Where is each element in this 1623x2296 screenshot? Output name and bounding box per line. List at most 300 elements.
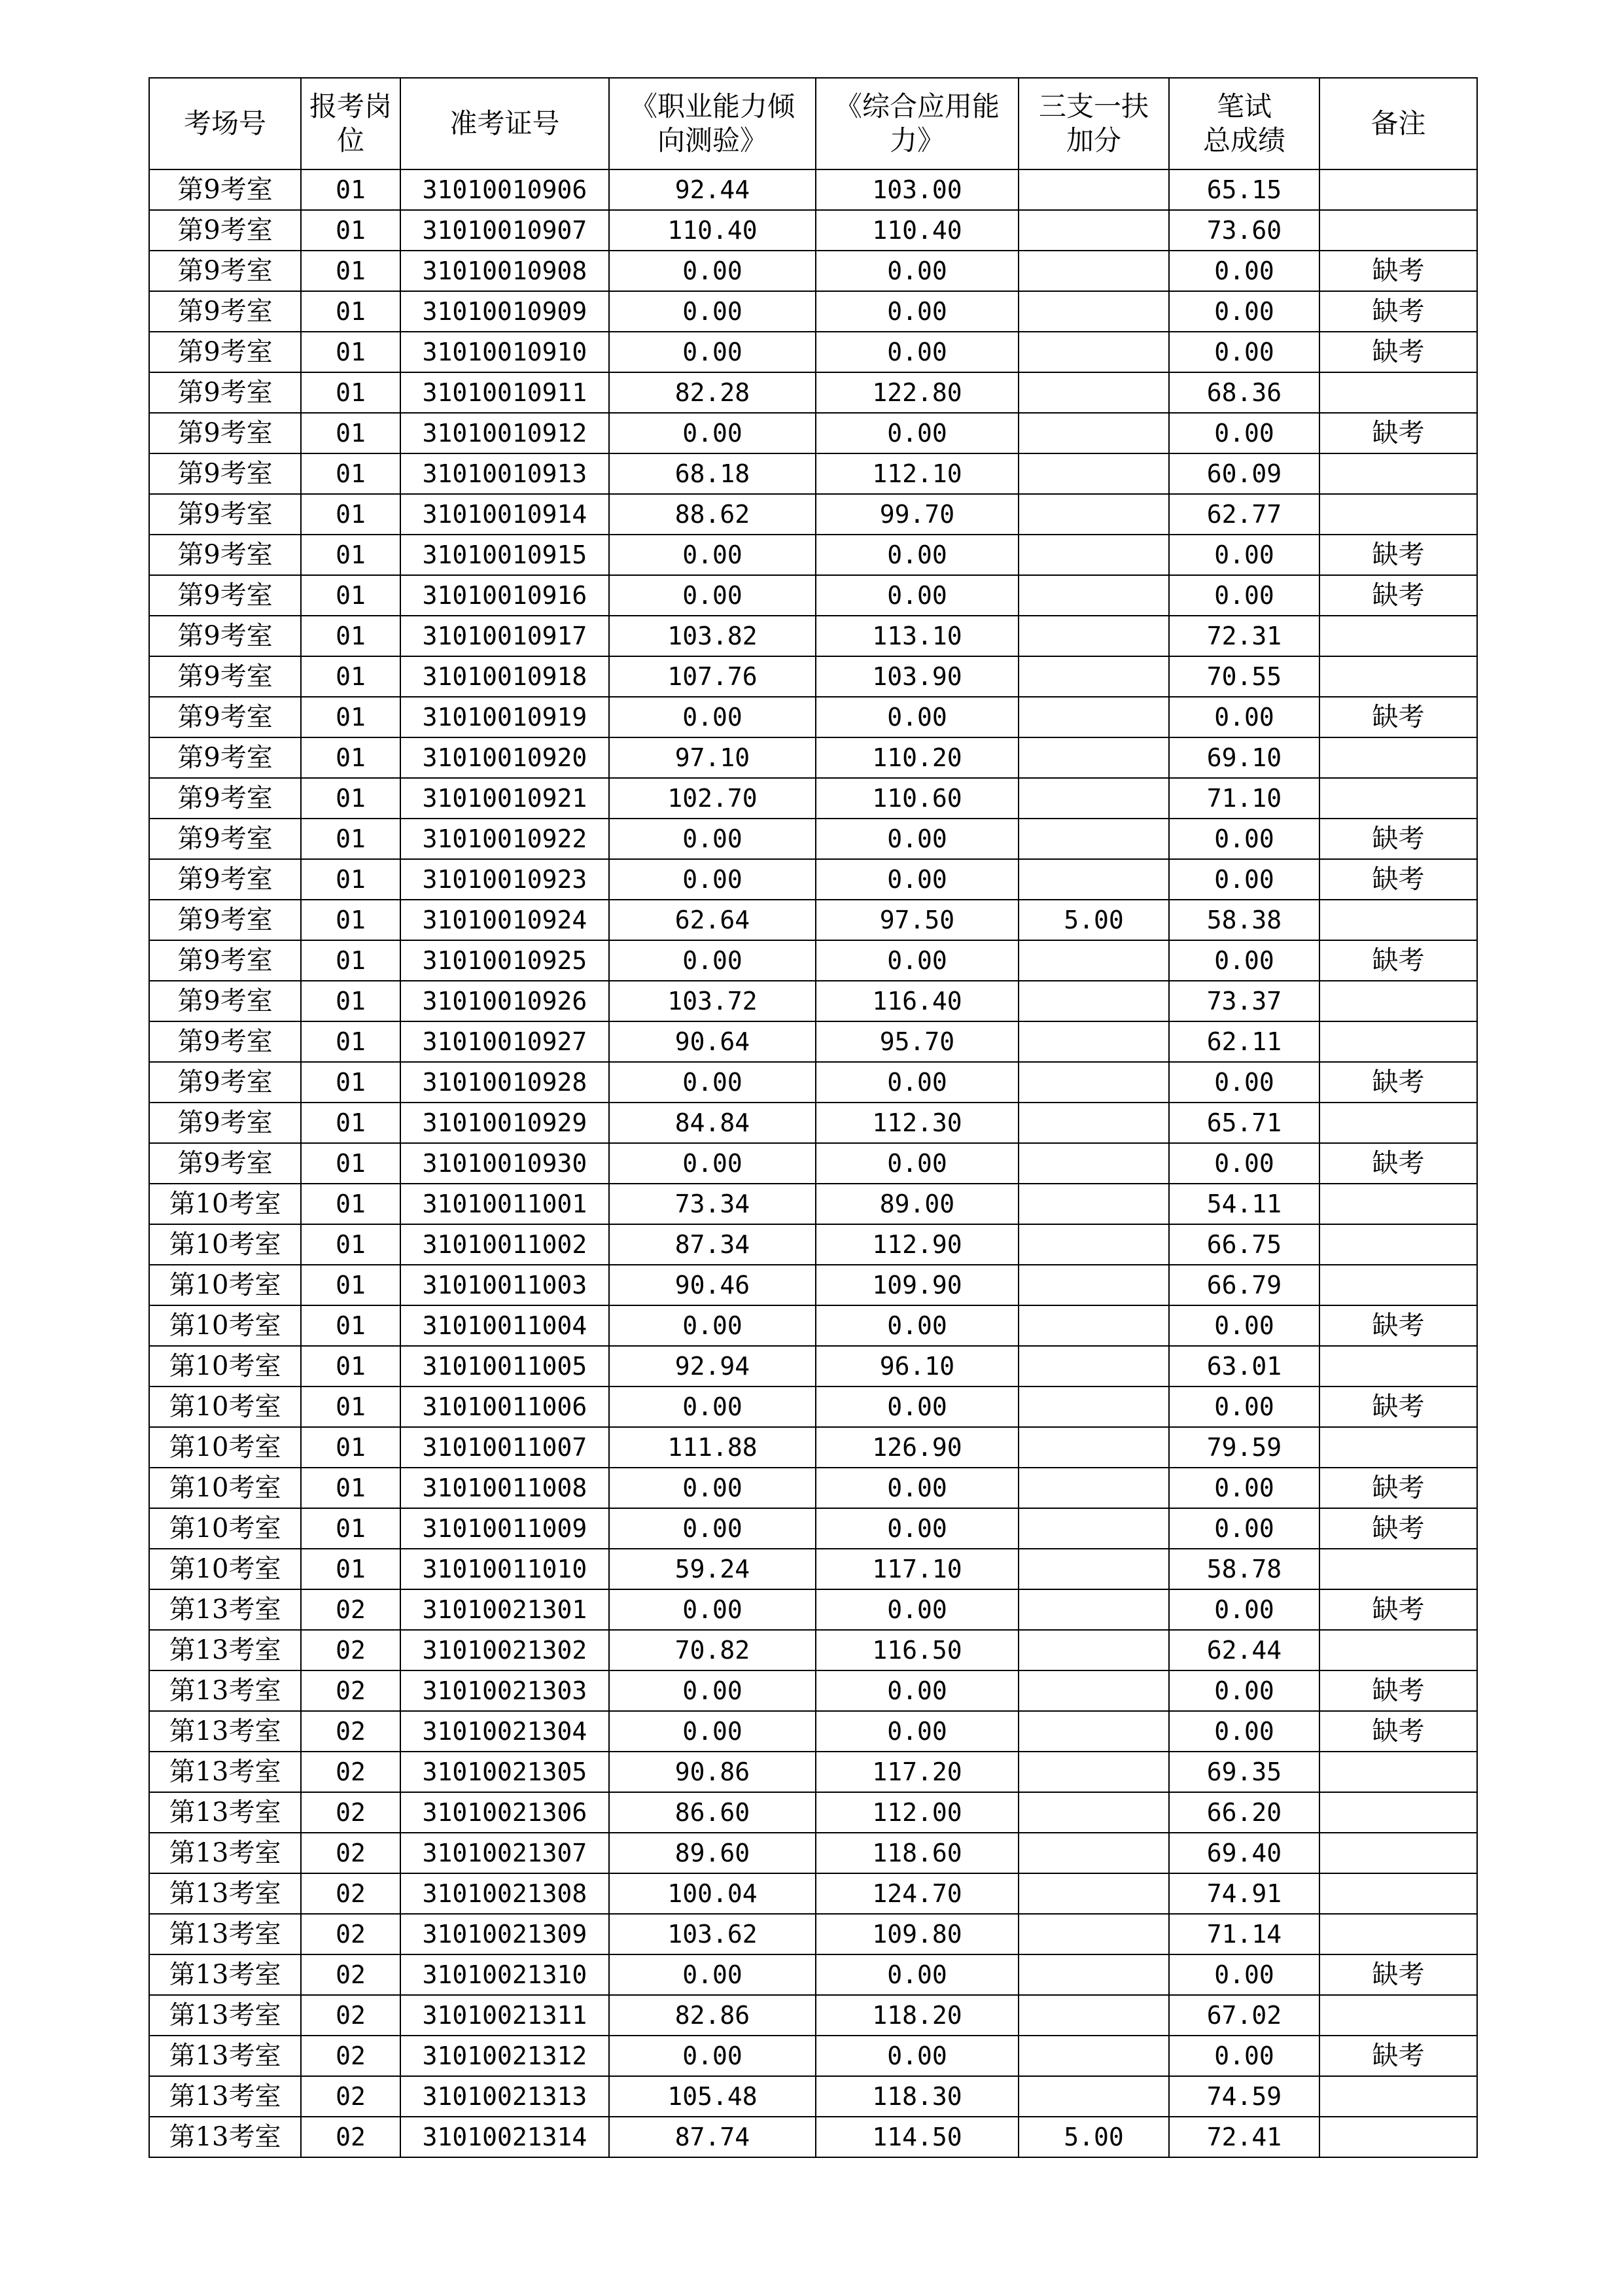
cell-ticket: 31010011010	[400, 1549, 609, 1589]
cell-note	[1319, 1873, 1477, 1914]
cell-total: 58.78	[1169, 1549, 1319, 1589]
cell-aptitude: 59.24	[609, 1549, 816, 1589]
cell-total: 72.31	[1169, 616, 1319, 656]
cell-post: 01	[301, 1062, 400, 1103]
cell-post: 01	[301, 900, 400, 940]
cell-note: 缺考	[1319, 1589, 1477, 1630]
cell-aptitude: 107.76	[609, 656, 816, 697]
cell-post: 02	[301, 1954, 400, 1995]
table-row	[149, 413, 1477, 453]
cell-ticket: 31010011007	[400, 1427, 609, 1468]
cell-note	[1319, 169, 1477, 210]
column-header-aptitude	[609, 78, 816, 169]
cell-ticket: 31010010927	[400, 1021, 609, 1062]
cell-room: 第13考室	[149, 1630, 301, 1670]
cell-bonus	[1019, 1508, 1169, 1549]
column-header-post	[301, 78, 400, 169]
cell-ticket: 31010010915	[400, 535, 609, 575]
cell-bonus	[1019, 1914, 1169, 1954]
cell-note	[1319, 1630, 1477, 1670]
cell-ticket: 31010010930	[400, 1143, 609, 1184]
column-header-line: 加分	[1066, 124, 1121, 156]
cell-ticket: 31010011002	[400, 1224, 609, 1265]
cell-room: 第9考室	[149, 981, 301, 1021]
cell-room: 第13考室	[149, 1954, 301, 1995]
cell-note: 缺考	[1319, 697, 1477, 737]
cell-total: 0.00	[1169, 1954, 1319, 1995]
table-row	[149, 535, 1477, 575]
cell-room: 第10考室	[149, 1265, 301, 1305]
cell-bonus	[1019, 1954, 1169, 1995]
cell-bonus	[1019, 1184, 1169, 1224]
cell-ticket: 31010010919	[400, 697, 609, 737]
cell-bonus	[1019, 210, 1169, 251]
cell-aptitude: 0.00	[609, 1711, 816, 1752]
cell-post: 02	[301, 1914, 400, 1954]
cell-total: 0.00	[1169, 697, 1319, 737]
cell-applied: 114.50	[816, 2117, 1019, 2157]
cell-ticket: 31010010906	[400, 169, 609, 210]
cell-total: 0.00	[1169, 1305, 1319, 1346]
cell-note	[1319, 372, 1477, 413]
cell-total: 0.00	[1169, 1143, 1319, 1184]
cell-aptitude: 82.28	[609, 372, 816, 413]
cell-applied: 103.90	[816, 656, 1019, 697]
cell-aptitude: 0.00	[609, 1589, 816, 1630]
column-header-line: 准考证号	[449, 107, 560, 139]
cell-applied: 0.00	[816, 1670, 1019, 1711]
table-row	[149, 778, 1477, 819]
cell-room: 第13考室	[149, 2117, 301, 2157]
cell-aptitude: 90.86	[609, 1752, 816, 1792]
cell-applied: 97.50	[816, 900, 1019, 940]
cell-room: 第13考室	[149, 1995, 301, 2036]
cell-bonus	[1019, 616, 1169, 656]
cell-aptitude: 0.00	[609, 819, 816, 859]
cell-post: 02	[301, 1752, 400, 1792]
column-header-bonus	[1019, 78, 1169, 169]
cell-bonus	[1019, 2036, 1169, 2076]
cell-applied: 0.00	[816, 251, 1019, 291]
cell-ticket: 31010010908	[400, 251, 609, 291]
cell-aptitude: 103.62	[609, 1914, 816, 1954]
cell-total: 0.00	[1169, 819, 1319, 859]
cell-total: 0.00	[1169, 575, 1319, 616]
cell-total: 0.00	[1169, 859, 1319, 900]
cell-applied: 99.70	[816, 494, 1019, 535]
column-header-line: 三支一扶	[1038, 90, 1149, 122]
cell-post: 02	[301, 1711, 400, 1752]
cell-total: 0.00	[1169, 1711, 1319, 1752]
cell-note: 缺考	[1319, 575, 1477, 616]
cell-total: 0.00	[1169, 291, 1319, 332]
cell-total: 62.44	[1169, 1630, 1319, 1670]
cell-ticket: 31010011008	[400, 1468, 609, 1508]
cell-aptitude: 0.00	[609, 1305, 816, 1346]
cell-ticket: 31010021306	[400, 1792, 609, 1833]
table-row	[149, 1670, 1477, 1711]
cell-room: 第9考室	[149, 413, 301, 453]
cell-post: 01	[301, 210, 400, 251]
cell-total: 0.00	[1169, 2036, 1319, 2076]
cell-ticket: 31010021313	[400, 2076, 609, 2117]
cell-room: 第9考室	[149, 616, 301, 656]
cell-bonus	[1019, 1752, 1169, 1792]
cell-room: 第10考室	[149, 1305, 301, 1346]
cell-note: 缺考	[1319, 1386, 1477, 1427]
cell-room: 第13考室	[149, 1589, 301, 1630]
cell-total: 66.79	[1169, 1265, 1319, 1305]
cell-aptitude: 102.70	[609, 778, 816, 819]
cell-applied: 0.00	[816, 1711, 1019, 1752]
cell-aptitude: 0.00	[609, 1062, 816, 1103]
cell-applied: 0.00	[816, 1508, 1019, 1549]
cell-total: 62.11	[1169, 1021, 1319, 1062]
cell-note: 缺考	[1319, 1062, 1477, 1103]
cell-room: 第9考室	[149, 372, 301, 413]
cell-bonus	[1019, 2076, 1169, 2117]
cell-note: 缺考	[1319, 1305, 1477, 1346]
cell-bonus	[1019, 1103, 1169, 1143]
cell-total: 0.00	[1169, 1386, 1319, 1427]
cell-bonus	[1019, 1062, 1169, 1103]
cell-total: 74.91	[1169, 1873, 1319, 1914]
cell-room: 第9考室	[149, 251, 301, 291]
table-body	[149, 169, 1477, 2157]
cell-post: 01	[301, 251, 400, 291]
cell-post: 02	[301, 1630, 400, 1670]
cell-aptitude: 0.00	[609, 413, 816, 453]
table-row	[149, 251, 1477, 291]
cell-post: 02	[301, 1873, 400, 1914]
cell-aptitude: 90.64	[609, 1021, 816, 1062]
cell-post: 01	[301, 1021, 400, 1062]
column-header-line: 位	[336, 124, 364, 156]
cell-ticket: 31010021301	[400, 1589, 609, 1630]
cell-bonus	[1019, 453, 1169, 494]
cell-note	[1319, 1265, 1477, 1305]
table-row	[149, 1021, 1477, 1062]
cell-bonus	[1019, 372, 1169, 413]
cell-note: 缺考	[1319, 291, 1477, 332]
cell-ticket: 31010021305	[400, 1752, 609, 1792]
cell-bonus	[1019, 1589, 1169, 1630]
cell-post: 02	[301, 1833, 400, 1873]
cell-aptitude: 0.00	[609, 859, 816, 900]
cell-applied: 0.00	[816, 1062, 1019, 1103]
cell-room: 第9考室	[149, 291, 301, 332]
cell-note	[1319, 2076, 1477, 2117]
cell-total: 0.00	[1169, 1670, 1319, 1711]
cell-total: 65.15	[1169, 169, 1319, 210]
cell-room: 第9考室	[149, 819, 301, 859]
cell-applied: 124.70	[816, 1873, 1019, 1914]
cell-aptitude: 90.46	[609, 1265, 816, 1305]
cell-ticket: 31010010909	[400, 291, 609, 332]
table-row	[149, 1711, 1477, 1752]
table-row	[149, 1346, 1477, 1386]
cell-post: 01	[301, 1103, 400, 1143]
cell-note	[1319, 656, 1477, 697]
cell-post: 01	[301, 1184, 400, 1224]
cell-note: 缺考	[1319, 535, 1477, 575]
cell-bonus	[1019, 291, 1169, 332]
cell-ticket: 31010011004	[400, 1305, 609, 1346]
cell-total: 58.38	[1169, 900, 1319, 940]
table-row	[149, 1792, 1477, 1833]
cell-bonus	[1019, 1143, 1169, 1184]
cell-room: 第9考室	[149, 656, 301, 697]
column-header-total	[1169, 78, 1319, 169]
cell-room: 第9考室	[149, 697, 301, 737]
cell-room: 第9考室	[149, 494, 301, 535]
cell-aptitude: 100.04	[609, 1873, 816, 1914]
cell-ticket: 31010011009	[400, 1508, 609, 1549]
cell-note: 缺考	[1319, 1468, 1477, 1508]
table-row	[149, 372, 1477, 413]
cell-aptitude: 0.00	[609, 2036, 816, 2076]
cell-room: 第9考室	[149, 535, 301, 575]
cell-note	[1319, 2117, 1477, 2157]
table-row	[149, 453, 1477, 494]
cell-post: 01	[301, 332, 400, 372]
cell-applied: 113.10	[816, 616, 1019, 656]
cell-applied: 0.00	[816, 1143, 1019, 1184]
cell-applied: 117.10	[816, 1549, 1019, 1589]
cell-aptitude: 111.88	[609, 1427, 816, 1468]
cell-note	[1319, 494, 1477, 535]
cell-aptitude: 0.00	[609, 251, 816, 291]
cell-total: 70.55	[1169, 656, 1319, 697]
cell-post: 01	[301, 1143, 400, 1184]
table-row	[149, 1954, 1477, 1995]
cell-total: 74.59	[1169, 2076, 1319, 2117]
cell-aptitude: 70.82	[609, 1630, 816, 1670]
cell-note	[1319, 1021, 1477, 1062]
cell-post: 02	[301, 1670, 400, 1711]
cell-applied: 109.80	[816, 1914, 1019, 1954]
column-header-line: 备注	[1370, 107, 1426, 139]
cell-room: 第10考室	[149, 1468, 301, 1508]
cell-ticket: 31010021312	[400, 2036, 609, 2076]
cell-applied: 112.10	[816, 453, 1019, 494]
cell-total: 0.00	[1169, 1062, 1319, 1103]
cell-applied: 122.80	[816, 372, 1019, 413]
cell-applied: 0.00	[816, 1386, 1019, 1427]
column-header-line: 考场号	[183, 107, 266, 139]
cell-room: 第13考室	[149, 1833, 301, 1873]
cell-total: 69.35	[1169, 1752, 1319, 1792]
cell-total: 0.00	[1169, 940, 1319, 981]
cell-post: 01	[301, 1224, 400, 1265]
cell-post: 01	[301, 656, 400, 697]
table-row	[149, 1427, 1477, 1468]
cell-aptitude: 0.00	[609, 1386, 816, 1427]
cell-note	[1319, 1184, 1477, 1224]
cell-total: 62.77	[1169, 494, 1319, 535]
cell-post: 01	[301, 169, 400, 210]
cell-note: 缺考	[1319, 1711, 1477, 1752]
cell-applied: 110.60	[816, 778, 1019, 819]
cell-applied: 0.00	[816, 535, 1019, 575]
cell-room: 第10考室	[149, 1224, 301, 1265]
cell-applied: 116.50	[816, 1630, 1019, 1670]
cell-applied: 112.00	[816, 1792, 1019, 1833]
cell-applied: 0.00	[816, 1589, 1019, 1630]
table-row	[149, 210, 1477, 251]
cell-aptitude: 68.18	[609, 453, 816, 494]
cell-bonus: 5.00	[1019, 2117, 1169, 2157]
cell-room: 第13考室	[149, 1792, 301, 1833]
cell-room: 第10考室	[149, 1184, 301, 1224]
cell-bonus	[1019, 494, 1169, 535]
cell-ticket: 31010021304	[400, 1711, 609, 1752]
table-row	[149, 900, 1477, 940]
cell-bonus	[1019, 859, 1169, 900]
cell-note	[1319, 1792, 1477, 1833]
cell-aptitude: 97.10	[609, 737, 816, 778]
table-row	[149, 656, 1477, 697]
cell-total: 79.59	[1169, 1427, 1319, 1468]
table-row	[149, 2117, 1477, 2157]
cell-bonus	[1019, 737, 1169, 778]
cell-applied: 126.90	[816, 1427, 1019, 1468]
cell-ticket: 31010010925	[400, 940, 609, 981]
cell-bonus	[1019, 1630, 1169, 1670]
cell-aptitude: 84.84	[609, 1103, 816, 1143]
cell-total: 66.20	[1169, 1792, 1319, 1833]
cell-total: 73.60	[1169, 210, 1319, 251]
table-row	[149, 1914, 1477, 1954]
cell-total: 60.09	[1169, 453, 1319, 494]
cell-ticket: 31010021303	[400, 1670, 609, 1711]
cell-ticket: 31010011005	[400, 1346, 609, 1386]
cell-applied: 95.70	[816, 1021, 1019, 1062]
cell-note: 缺考	[1319, 859, 1477, 900]
cell-total: 71.10	[1169, 778, 1319, 819]
table-row	[149, 575, 1477, 616]
cell-room: 第9考室	[149, 900, 301, 940]
cell-total: 0.00	[1169, 332, 1319, 372]
table-row	[149, 1549, 1477, 1589]
table-row	[149, 1305, 1477, 1346]
cell-total: 72.41	[1169, 2117, 1319, 2157]
header-row	[149, 78, 1477, 169]
cell-post: 01	[301, 1508, 400, 1549]
cell-ticket: 31010021310	[400, 1954, 609, 1995]
cell-ticket: 31010010926	[400, 981, 609, 1021]
cell-note: 缺考	[1319, 1143, 1477, 1184]
cell-bonus	[1019, 1792, 1169, 1833]
cell-post: 01	[301, 1468, 400, 1508]
cell-bonus	[1019, 940, 1169, 981]
cell-ticket: 31010021308	[400, 1873, 609, 1914]
cell-bonus	[1019, 535, 1169, 575]
table-row	[149, 291, 1477, 332]
column-header-line: 力》	[889, 124, 945, 156]
cell-bonus	[1019, 251, 1169, 291]
cell-room: 第9考室	[149, 859, 301, 900]
cell-bonus	[1019, 169, 1169, 210]
cell-note: 缺考	[1319, 2036, 1477, 2076]
cell-aptitude: 73.34	[609, 1184, 816, 1224]
cell-room: 第13考室	[149, 1752, 301, 1792]
cell-post: 01	[301, 1346, 400, 1386]
table-row	[149, 616, 1477, 656]
table-row	[149, 1103, 1477, 1143]
cell-note	[1319, 453, 1477, 494]
cell-applied: 0.00	[816, 291, 1019, 332]
cell-aptitude: 0.00	[609, 535, 816, 575]
cell-room: 第9考室	[149, 1021, 301, 1062]
cell-bonus	[1019, 575, 1169, 616]
table-row	[149, 697, 1477, 737]
cell-post: 01	[301, 1549, 400, 1589]
table-row	[149, 1995, 1477, 2036]
cell-aptitude: 92.44	[609, 169, 816, 210]
cell-ticket: 31010021302	[400, 1630, 609, 1670]
cell-post: 02	[301, 2117, 400, 2157]
cell-room: 第9考室	[149, 737, 301, 778]
cell-applied: 96.10	[816, 1346, 1019, 1386]
cell-note: 缺考	[1319, 332, 1477, 372]
column-header-line: 《职业能力倾	[629, 90, 795, 122]
cell-room: 第13考室	[149, 2076, 301, 2117]
cell-aptitude: 103.72	[609, 981, 816, 1021]
cell-post: 01	[301, 940, 400, 981]
score-table	[148, 77, 1478, 2158]
cell-ticket: 31010010922	[400, 819, 609, 859]
cell-bonus: 5.00	[1019, 900, 1169, 940]
cell-ticket: 31010010916	[400, 575, 609, 616]
cell-ticket: 31010021311	[400, 1995, 609, 2036]
cell-room: 第10考室	[149, 1346, 301, 1386]
table-row	[149, 1184, 1477, 1224]
column-header-line: 笔试	[1216, 90, 1272, 122]
cell-note	[1319, 737, 1477, 778]
cell-total: 0.00	[1169, 1589, 1319, 1630]
cell-post: 02	[301, 1589, 400, 1630]
cell-applied: 110.20	[816, 737, 1019, 778]
cell-total: 0.00	[1169, 413, 1319, 453]
cell-applied: 0.00	[816, 697, 1019, 737]
cell-room: 第9考室	[149, 1143, 301, 1184]
cell-bonus	[1019, 1833, 1169, 1873]
cell-note	[1319, 210, 1477, 251]
cell-room: 第9考室	[149, 210, 301, 251]
cell-ticket: 31010010914	[400, 494, 609, 535]
table-row	[149, 1224, 1477, 1265]
cell-room: 第9考室	[149, 778, 301, 819]
cell-applied: 118.30	[816, 2076, 1019, 2117]
cell-bonus	[1019, 332, 1169, 372]
column-header-applied	[816, 78, 1019, 169]
cell-applied: 0.00	[816, 1468, 1019, 1508]
cell-applied: 0.00	[816, 332, 1019, 372]
cell-post: 01	[301, 737, 400, 778]
cell-bonus	[1019, 1305, 1169, 1346]
table-row	[149, 940, 1477, 981]
cell-bonus	[1019, 1711, 1169, 1752]
cell-aptitude: 103.82	[609, 616, 816, 656]
cell-post: 01	[301, 981, 400, 1021]
cell-aptitude: 0.00	[609, 291, 816, 332]
cell-applied: 89.00	[816, 1184, 1019, 1224]
cell-ticket: 31010010923	[400, 859, 609, 900]
cell-room: 第13考室	[149, 1914, 301, 1954]
cell-ticket: 31010010920	[400, 737, 609, 778]
cell-room: 第13考室	[149, 1873, 301, 1914]
